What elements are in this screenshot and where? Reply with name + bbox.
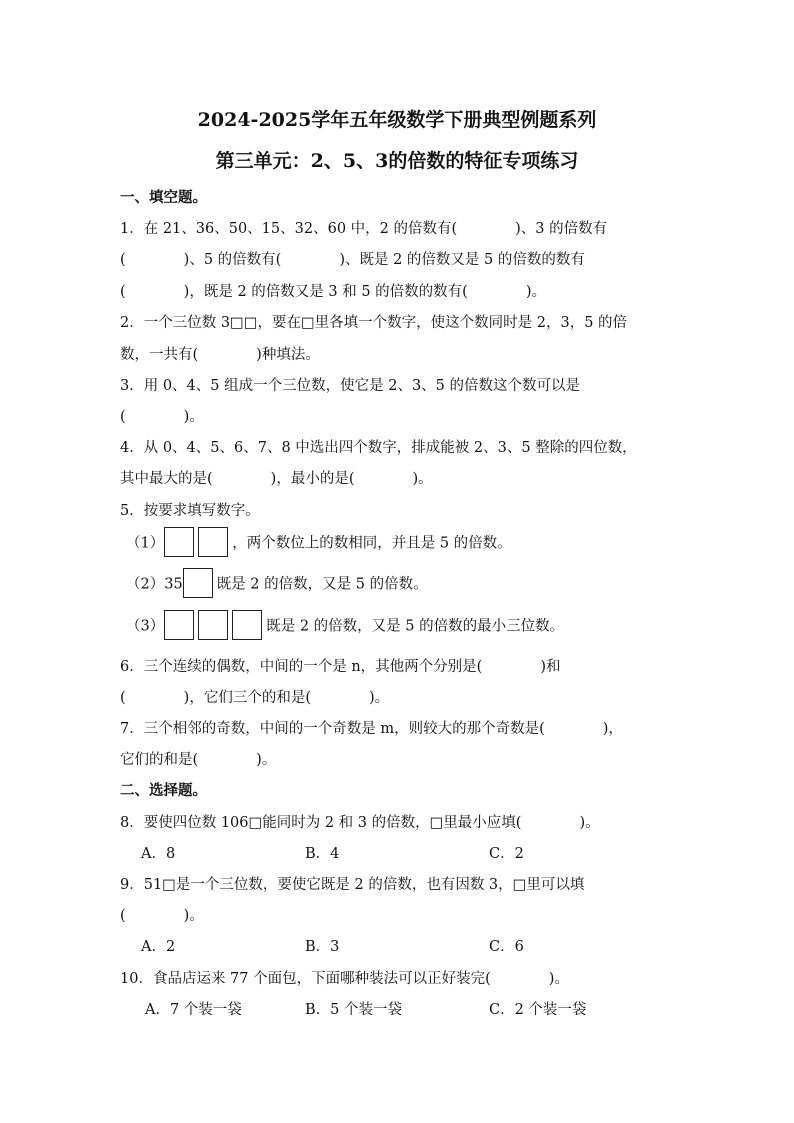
option-a[interactable]: A．7 个装一袋 (145, 1002, 242, 1018)
question-6-line-1: 6．三个连续的偶数，中间的一个是 n，其他两个分别是( )和 (120, 659, 561, 675)
section-choice-heading: 二、选择题。 (120, 782, 207, 799)
section-fill-in-heading: 一、填空题。 (120, 189, 207, 206)
answer-box[interactable] (198, 527, 228, 557)
question-10-line: 10．食品店运来 77 个面包，下面哪种装法可以正好装完( )。 (120, 971, 569, 987)
question-7-line-2: 它们的和是( )。 (120, 752, 277, 768)
answer-box[interactable] (232, 610, 262, 640)
question-7-line-1: 7．三个相邻的奇数，中间的一个奇数是 m，则较大的那个奇数是( )， (120, 721, 623, 737)
question-2-line-1: 2．一个三位数 3□□，要在□里各填一个数字，使这个数同时是 2，3，5 的倍 (120, 315, 628, 331)
answer-box[interactable] (198, 610, 228, 640)
option-b[interactable]: B．5 个装一袋 (305, 1002, 402, 1018)
question-9-line-2: ( )。 (120, 908, 204, 924)
question-5-part-3: （3） 既是 2 的倍数，又是 5 的倍数的最小三位数。 (126, 610, 564, 640)
question-5-part-2: （2）35 既是 2 的倍数，又是 5 的倍数。 (126, 568, 428, 598)
question-4-line-1: 4．从 0、4、5、6、7、8 中选出四个数字，排成能被 2、3、5 整除的四位数， (120, 440, 637, 456)
question-2-line-2: 数，一共有( )种填法。 (120, 347, 320, 363)
question-1-line-1: 1．在 21、36、50、15、32、60 中，2 的倍数有( )、3 的倍数有 (120, 221, 608, 237)
option-c[interactable]: C．2 个装一袋 (489, 1002, 587, 1018)
question-4-line-2: 其中最大的是( )，最小的是( )。 (120, 471, 433, 487)
worksheet-title: 2024-2025学年五年级数学下册典型例题系列 (197, 109, 597, 131)
question-5-part-1: （1） ，两个数位上的数相同，并且是 5 的倍数。 (126, 527, 512, 557)
question-6-line-2: ( )，它们三个的和是( )。 (120, 690, 390, 706)
answer-box[interactable] (183, 568, 213, 598)
question-1-line-3: ( )，既是 2 的倍数又是 3 和 5 的倍数的数有( )。 (120, 284, 546, 300)
question-3-line-2: ( )。 (120, 409, 204, 425)
answer-box[interactable] (164, 527, 194, 557)
answer-box[interactable] (164, 610, 194, 640)
question-1-line-2: ( )、5 的倍数有( )、既是 2 的倍数又是 5 的倍数的数有 (120, 252, 585, 268)
question-5-heading: 5．按要求填写数字。 (120, 503, 260, 519)
option-a[interactable]: A．8 (141, 846, 176, 862)
option-c[interactable]: C．2 (489, 846, 524, 862)
option-b[interactable]: B．3 (305, 939, 340, 955)
option-c[interactable]: C．6 (489, 939, 524, 955)
question-8-line: 8．要使四位数 106□能同时为 2 和 3 的倍数，□里最小应填( )。 (120, 815, 600, 831)
option-b[interactable]: B．4 (305, 846, 340, 862)
question-3-line-1: 3．用 0、4、5 组成一个三位数，使它是 2、3、5 的倍数这个数可以是 (120, 378, 581, 394)
option-a[interactable]: A．2 (141, 939, 176, 955)
question-9-line-1: 9．51□是一个三位数，要使它既是 2 的倍数，也有因数 3，□里可以填 (120, 877, 585, 893)
worksheet-subtitle: 第三单元：2、5、3的倍数的特征专项练习 (215, 150, 579, 172)
